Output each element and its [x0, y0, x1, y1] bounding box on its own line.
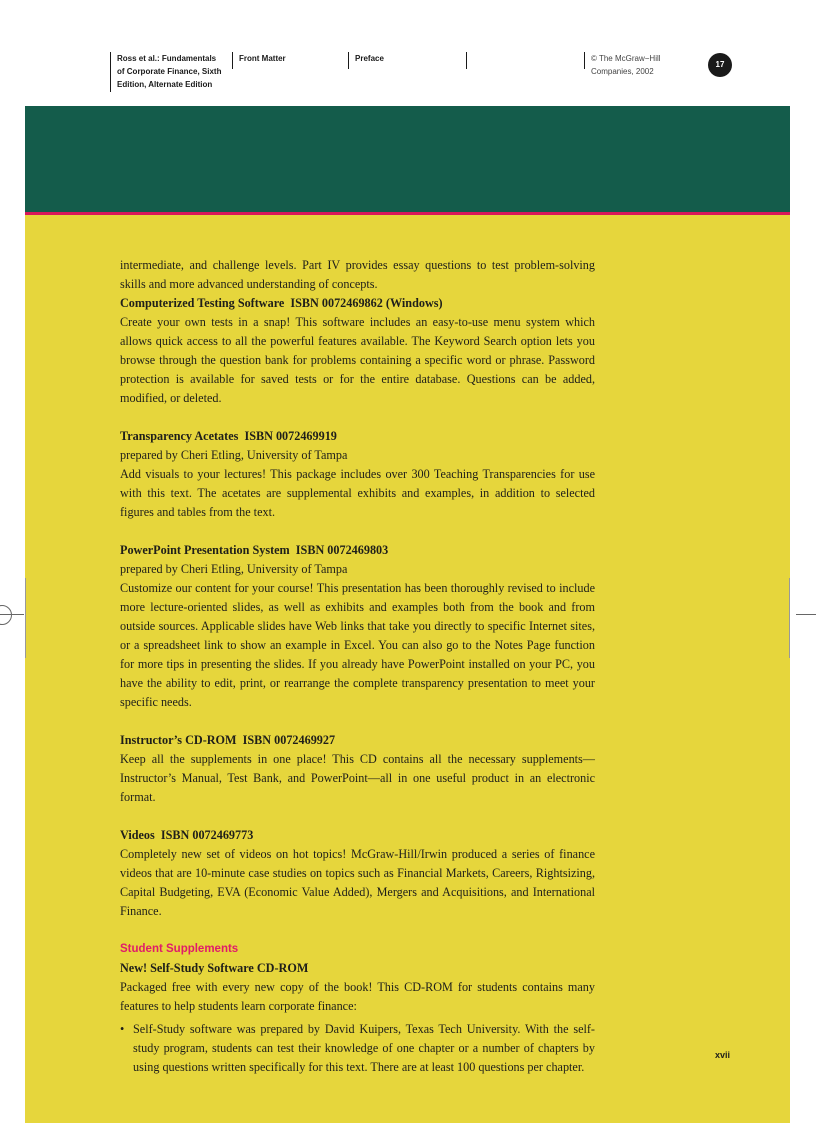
- running-header: [110, 52, 710, 102]
- section-name: Front Matter: [232, 52, 349, 69]
- section-heading: [120, 294, 595, 313]
- copyright-line1: © The McGraw−Hill: [591, 54, 661, 63]
- section-testing-software: [120, 294, 595, 408]
- copyright-line2: Companies, 2002: [591, 67, 654, 76]
- book-title-line1: Ross et al.: Fundamentals: [117, 54, 217, 63]
- section-title: Videos: [120, 828, 155, 842]
- book-title-line2: of Corporate Finance, Sixth: [117, 67, 222, 76]
- section-heading: [120, 427, 595, 446]
- registration-line-left: [25, 578, 26, 658]
- section-videos: [120, 826, 595, 921]
- section-body: Keep all the supplements in one place! This CD contains all the necessary supplements—Instructor’s Manual, Test Bank, and PowerPoint—all in one useful product in an electronic format.: [120, 752, 595, 804]
- section-instructors-cd: [120, 731, 595, 807]
- intro-paragraph: intermediate, and challenge levels. Part IV provides essay questions to test problem-solving skills and more advanced understanding of concepts.: [120, 258, 595, 291]
- page-body: [120, 256, 595, 1077]
- section-title: Transparency Acetates: [120, 429, 239, 443]
- section-body: Add visuals to your lectures! This package includes over 300 Teaching Transparencies for use with this text. The acetates are supplemental exhibits and examples, in addition to selected figures and tables from the text.: [120, 467, 595, 519]
- section-byline: prepared by Cheri Etling, University of Tampa: [120, 562, 348, 576]
- green-banner: [25, 106, 790, 212]
- list-item: • Self-Study software was prepared by David Kuipers, Texas Tech University. With the self-study program, students can test their knowledge of one chapter or a number of chapters by using questions written specifically for this text. There are at least 100 questions per chapter.: [120, 1020, 595, 1077]
- copyright: [584, 52, 701, 76]
- book-title-line3: Edition, Alternate Edition: [117, 80, 213, 89]
- registration-circle-left: [0, 605, 12, 625]
- section-heading: [120, 731, 595, 750]
- section-powerpoint: [120, 541, 595, 712]
- section-isbn: ISBN 0072469773: [160, 828, 254, 842]
- section-title: PowerPoint Presentation System: [120, 543, 290, 557]
- section-isbn: ISBN 0072469919: [244, 429, 337, 443]
- section-isbn: ISBN 0072469803: [295, 543, 389, 557]
- section-title: Computerized Testing Software: [120, 296, 285, 310]
- section-isbn: ISBN 0072469862 (Windows): [290, 296, 443, 310]
- crop-mark-right: [796, 614, 816, 615]
- section-heading: [120, 541, 595, 560]
- registration-line-right: [789, 578, 790, 658]
- section-byline: prepared by Cheri Etling, University of Tampa: [120, 448, 348, 462]
- student-section-body: Packaged free with every new copy of the book! This CD-ROM for students contains many features to help students learn corporate finance:: [120, 980, 595, 1013]
- chapter-name: Preface: [348, 52, 465, 69]
- student-supplements-heading: Student Supplements: [120, 943, 239, 955]
- page-folio: xvii: [714, 1050, 730, 1060]
- section-isbn: ISBN 0072469927: [242, 733, 336, 747]
- section-body: Customize our content for your course! This presentation has been thoroughly revised to include more lecture-oriented slides, as well as exhibits and examples both from the book and from outside sources. Applicable slides have Web links that take you directly to specific Internet sites, or a spreadsheet link to show an example in Excel. You can also go to the Notes Page function for more tips in presenting the slides. If you already have PowerPoint installed on your PC, you have the ability to edit, print, or rearrange the complete transparency presentation to meet your specific needs.: [120, 581, 595, 709]
- empty-header-cell: [466, 52, 583, 69]
- student-section-title: New! Self-Study Software CD-ROM: [120, 961, 309, 975]
- student-bullet-list: [120, 1020, 595, 1077]
- section-body: Create your own tests in a snap! This software includes an easy-to-use menu system which allows quick access to all the powerful features available. The Keyword Search option lets you browse through the question bank for problems containing a specific word or phrase. Password protection is available for saved tests or for the entire database. Questions can be added, modified, or deleted.: [120, 315, 595, 405]
- book-title: [110, 52, 232, 92]
- section-body: Completely new set of videos on hot topics! McGraw-Hill/Irwin produced a series of finance videos that are 10-minute case studies on topics such as Financial Markets, Careers, Rightsizing, Capital Budgeting, EVA (Economic Value Added), Mergers and Acquisitions, and International Finance.: [120, 847, 595, 918]
- page-number-badge: 17: [708, 53, 732, 77]
- section-heading: [120, 826, 595, 845]
- section-title: Instructor’s CD-ROM: [120, 733, 237, 747]
- student-supplements: [120, 940, 595, 1077]
- section-transparency-acetates: [120, 427, 595, 522]
